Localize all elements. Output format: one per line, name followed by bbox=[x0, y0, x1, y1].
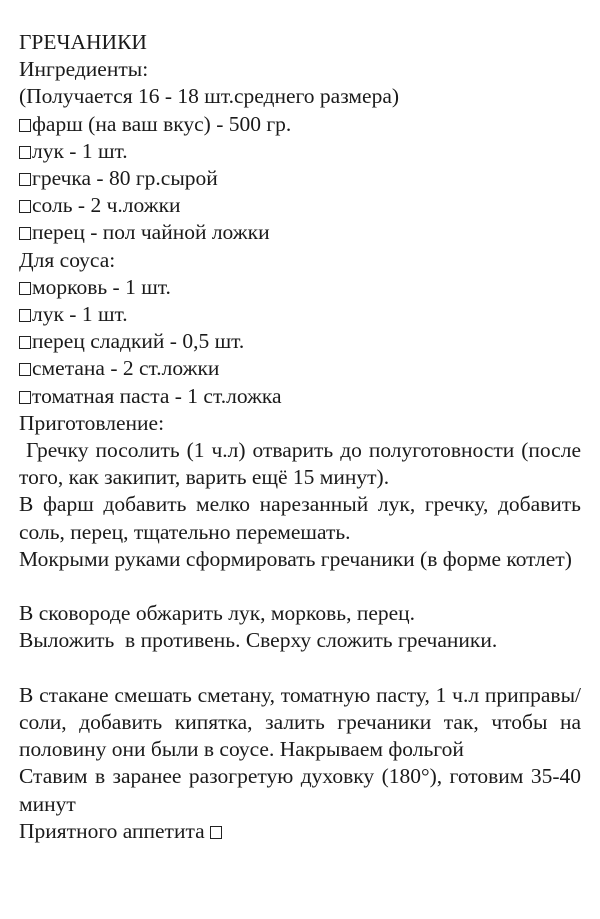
checkbox-square-icon bbox=[19, 173, 31, 186]
checkbox-square-icon bbox=[19, 146, 31, 159]
step-paragraph: Мокрыми руками сформировать гречаники (в форме котлет) bbox=[19, 546, 572, 571]
sauce-ingredient-item: перец сладкий - 0,5 шт. bbox=[19, 328, 581, 355]
sauce-ingredient-item: томатная паста - 1 ст.ложка bbox=[19, 383, 581, 410]
blank-line bbox=[19, 573, 581, 600]
blank-line bbox=[19, 655, 581, 682]
checkbox-square-icon bbox=[19, 200, 31, 213]
yield-note: (Получается 16 - 18 шт.среднего размера) bbox=[19, 84, 400, 109]
ingredient-item: фарш (на ваш вкус) - 500 гр. bbox=[19, 111, 581, 138]
step-paragraph: В фарш добавить мелко нарезанный лук, гречку, добавить соль, перец, тщательно перемешать. bbox=[19, 492, 581, 544]
step-paragraph: В стакане смешать сметану, томатную пасту, 1 ч.л приправы/соли, добавить кипятка, залить гречаники так, чтобы на половину они были в соусе. Накрываем фольгой bbox=[19, 682, 581, 762]
sauce-ingredient-item: лук - 1 шт. bbox=[19, 301, 581, 328]
checkbox-square-icon bbox=[19, 282, 31, 295]
preparation-heading: Приготовление: bbox=[19, 410, 165, 435]
sauce-ingredient-item: сметана - 2 ст.ложки bbox=[19, 355, 581, 382]
checkbox-square-icon bbox=[19, 119, 31, 132]
checkbox-square-icon bbox=[210, 826, 222, 839]
ingredient-item: гречка - 80 гр.сырой bbox=[19, 165, 581, 192]
checkbox-square-icon bbox=[19, 309, 31, 322]
recipe-title: ГРЕЧАНИКИ bbox=[19, 30, 147, 54]
step-paragraph: Выложить в противень. Сверху сложить гречаники. bbox=[19, 628, 498, 653]
step-paragraph: В сковороде обжарить лук, морковь, перец. bbox=[19, 601, 416, 626]
checkbox-square-icon bbox=[19, 363, 31, 376]
checkbox-square-icon bbox=[19, 391, 31, 404]
preparation-steps bbox=[19, 437, 587, 818]
sauce-ingredients-list bbox=[19, 274, 581, 410]
ingredient-item: лук - 1 шт. bbox=[19, 138, 581, 165]
ingredients-heading: Ингредиенты: bbox=[19, 57, 149, 82]
checkbox-square-icon bbox=[19, 227, 31, 240]
sauce-heading: Для соуса: bbox=[19, 247, 116, 272]
sauce-ingredient-item: морковь - 1 шт. bbox=[19, 274, 581, 301]
closing-line: Приятного аппетита bbox=[19, 818, 581, 845]
step-paragraph: Гречку посолить (1 ч.л) отварить до полуготовности (после того, как закипит, варить ещё 15 минут). bbox=[19, 438, 587, 490]
ingredients-list bbox=[19, 111, 581, 247]
ingredient-item: перец - пол чайной ложки bbox=[19, 219, 581, 246]
ingredient-item: соль - 2 ч.ложки bbox=[19, 192, 581, 219]
checkbox-square-icon bbox=[19, 336, 31, 349]
step-paragraph: Ставим в заранее разогретую духовку (180°), готовим 35-40 минут bbox=[19, 764, 581, 816]
